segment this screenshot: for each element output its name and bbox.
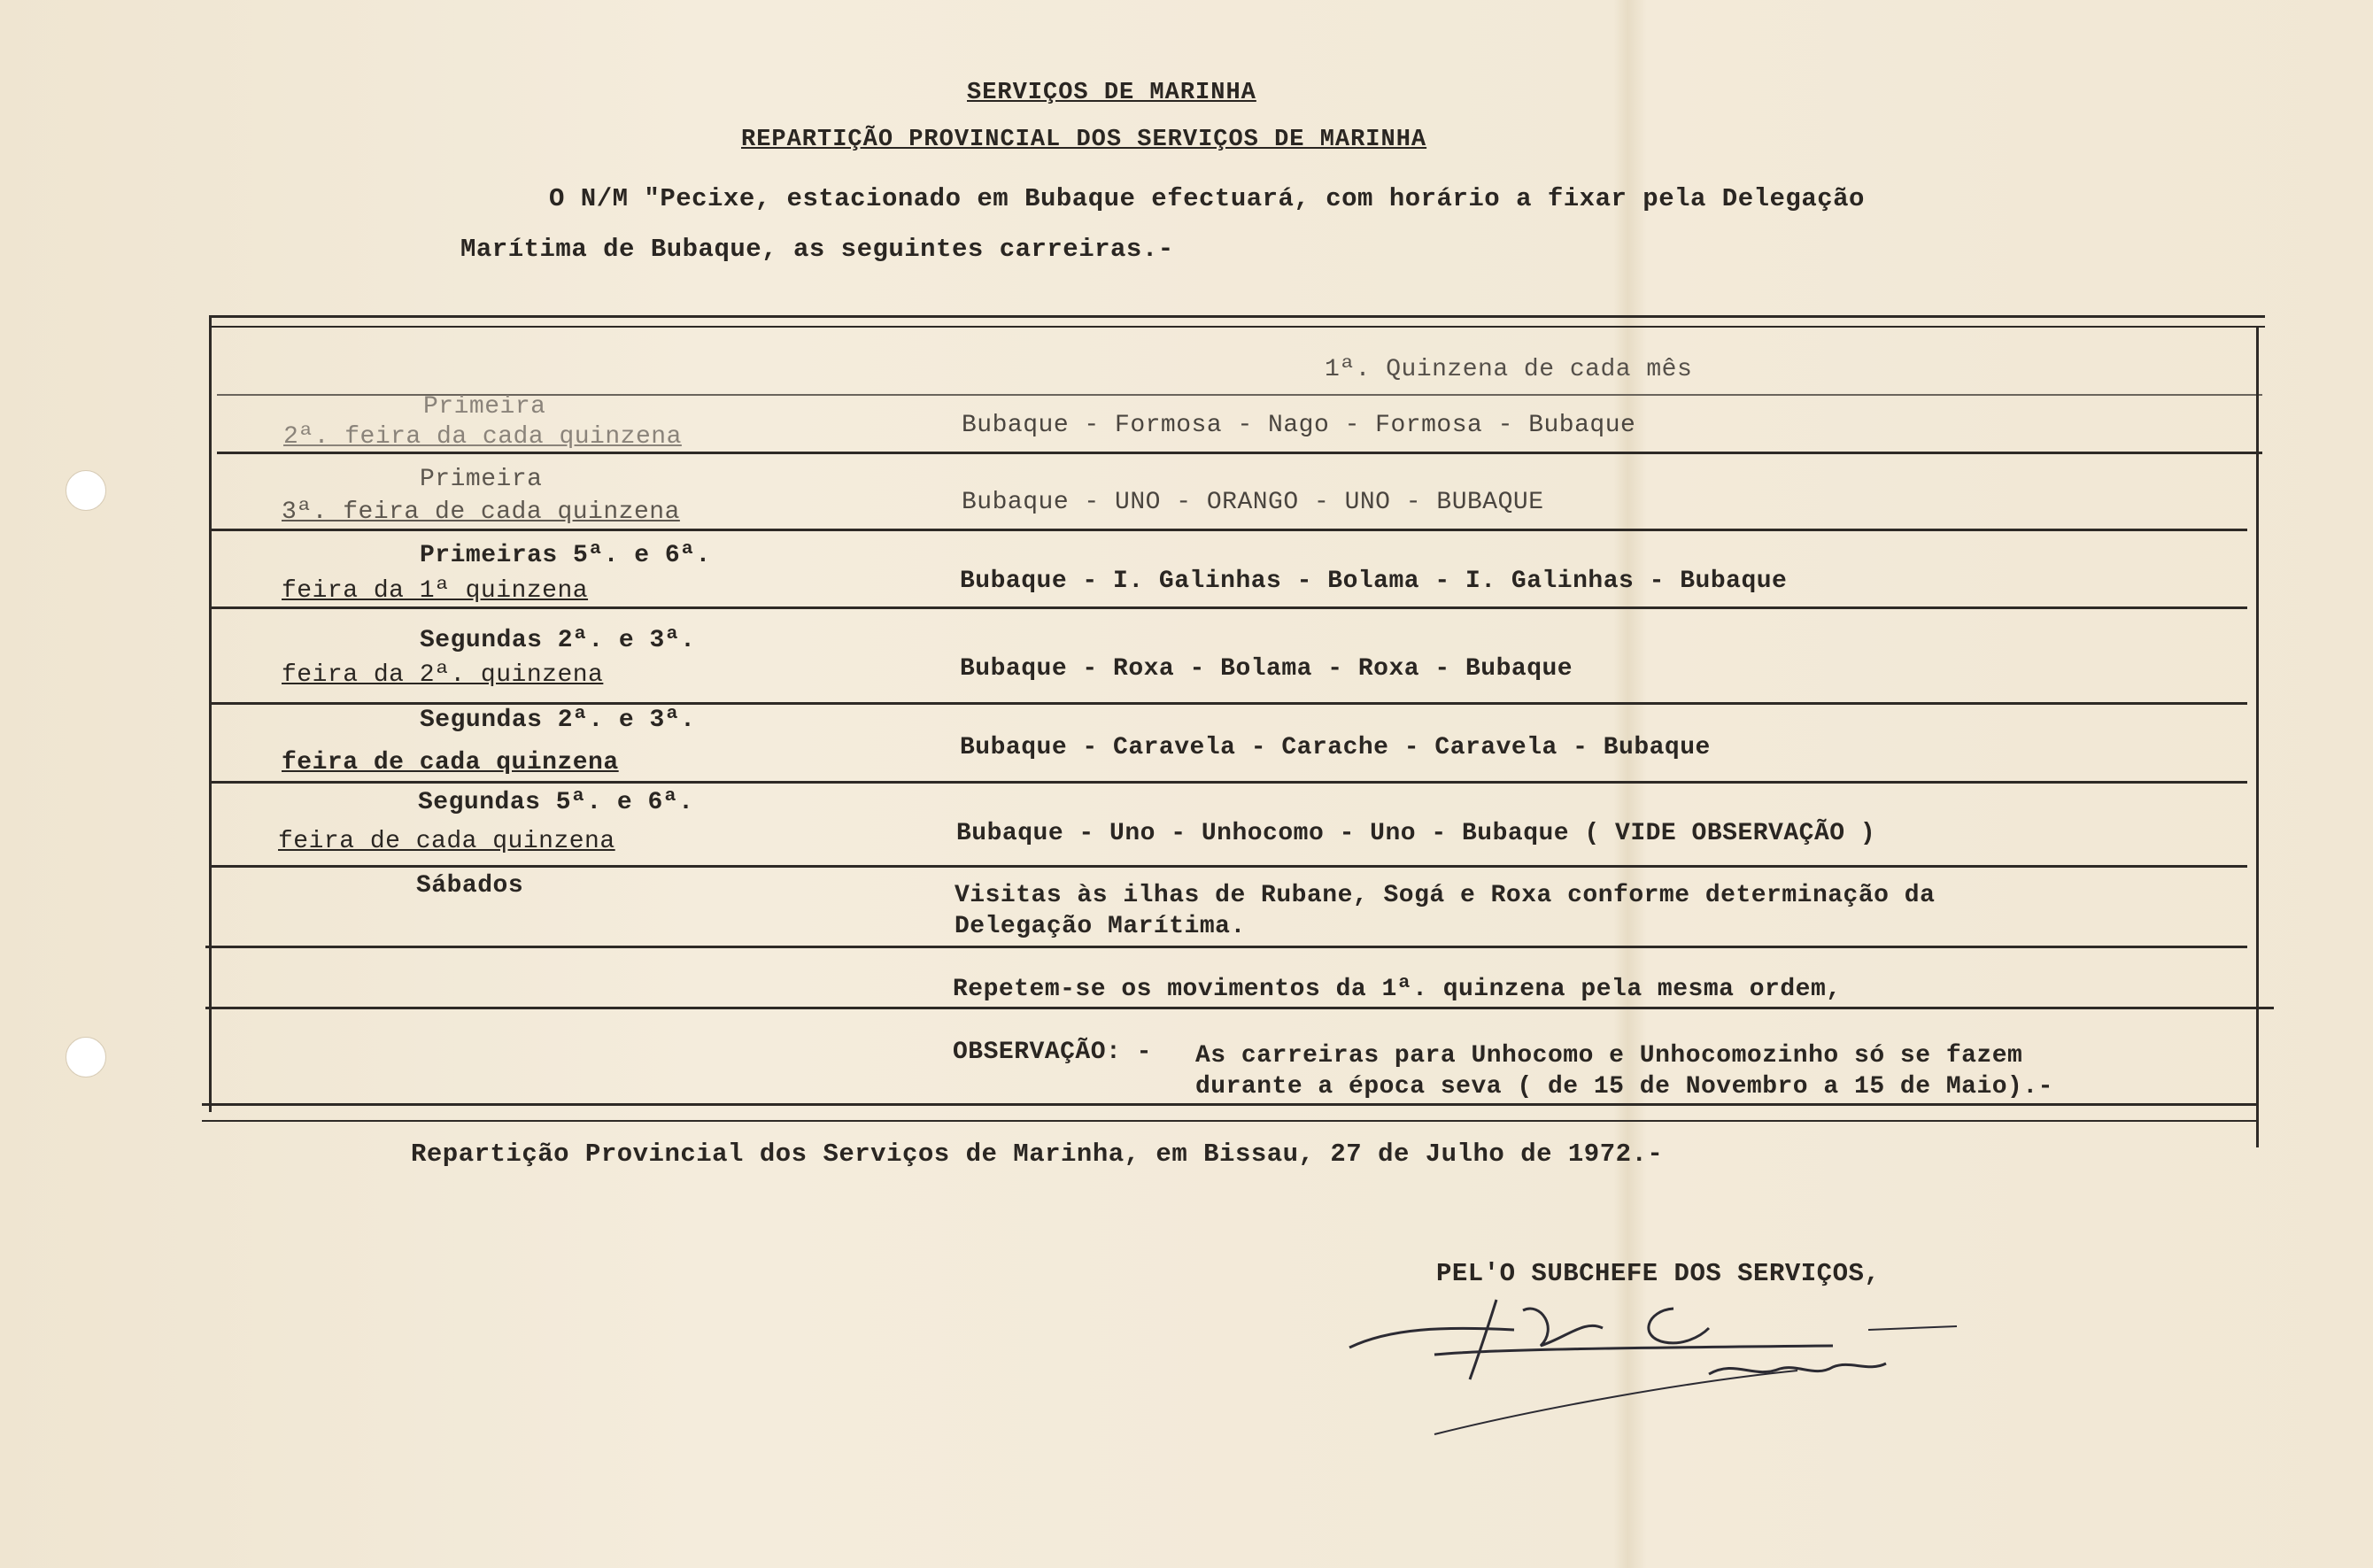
column-header: 1ª. Quinzena de cada mês bbox=[1325, 356, 1693, 383]
table-rule bbox=[211, 326, 2265, 328]
punch-hole-bottom bbox=[66, 1037, 106, 1078]
row-4-day-line-1: Segundas 2ª. e 3ª. bbox=[420, 627, 696, 654]
table-rule bbox=[209, 781, 2247, 784]
row-6-route: Bubaque - Uno - Unhocomo - Uno - Bubaque ( VIDE OBSERVAÇÃO ) bbox=[956, 820, 1876, 847]
table-rule bbox=[209, 606, 2247, 609]
table-rule bbox=[205, 1007, 2274, 1009]
intro-line-2: Marítima de Bubaque, as seguintes carreiras.- bbox=[460, 235, 1174, 264]
table-rule bbox=[202, 1120, 2258, 1122]
row-2-route: Bubaque - UNO - ORANGO - UNO - BUBAQUE bbox=[962, 489, 1544, 516]
saturday-route-line-1: Visitas às ilhas de Rubane, Sogá e Roxa conforme determinação da bbox=[955, 882, 1936, 909]
row-5-day-line-1: Segundas 2ª. e 3ª. bbox=[420, 707, 696, 734]
row-4-day-line-2: feira da 2ª. quinzena bbox=[282, 661, 604, 689]
observation-line-2: durante a época seva ( de 15 de Novembro a 15 de Maio).- bbox=[1195, 1073, 2053, 1101]
handwritten-signature bbox=[1337, 1275, 1975, 1452]
table-right-border bbox=[2256, 326, 2259, 1147]
row-1-day-line-2: 2ª. feira da cada quinzena bbox=[283, 423, 682, 451]
row-4-route: Bubaque - Roxa - Bolama - Roxa - Bubaque bbox=[960, 655, 1573, 683]
table-left-border bbox=[209, 315, 212, 1112]
row-1-day-line-1: Primeira bbox=[423, 393, 546, 421]
saturday-route-line-2: Delegação Marítima. bbox=[955, 913, 1246, 940]
header-subtitle: REPARTIÇÃO PROVINCIAL DOS SERVIÇOS DE MARINHA bbox=[741, 127, 1427, 153]
intro-line-1: O N/M "Pecixe, estacionado em Bubaque efectuará, com horário a fixar pela Delegação bbox=[549, 184, 1865, 213]
punch-hole-top bbox=[66, 470, 106, 511]
table-rule bbox=[209, 865, 2247, 868]
table-rule bbox=[209, 702, 2247, 705]
observation-label: OBSERVAÇÃO: - bbox=[953, 1039, 1152, 1066]
row-5-route: Bubaque - Caravela - Carache - Caravela - Bubaque bbox=[960, 734, 1711, 761]
saturday-day: Sábados bbox=[416, 872, 524, 900]
observation-line-1: As carreiras para Unhocomo e Unhocomozinho só se fazem bbox=[1195, 1042, 2023, 1070]
table-rule bbox=[217, 452, 2262, 454]
table-rule bbox=[205, 946, 2247, 948]
row-3-route: Bubaque - I. Galinhas - Bolama - I. Galinhas - Bubaque bbox=[960, 568, 1788, 595]
header-title: SERVIÇOS DE MARINHA bbox=[967, 80, 1256, 106]
row-5-day-line-2: feira de cada quinzena bbox=[282, 749, 619, 776]
issue-place-date: Repartição Provincial dos Serviços de Marinha, em Bissau, 27 de Julho de 1972.- bbox=[411, 1139, 1664, 1169]
row-3-day-line-1: Primeiras 5ª. e 6ª. bbox=[420, 542, 711, 569]
row-6-day-line-1: Segundas 5ª. e 6ª. bbox=[418, 789, 694, 816]
table-rule bbox=[211, 529, 2247, 531]
signature-title: PEL'O SUBCHEFE DOS SERVIÇOS, bbox=[1436, 1259, 1881, 1288]
row-3-day-line-2: feira da 1ª quinzena bbox=[282, 577, 589, 605]
table-rule bbox=[211, 315, 2265, 318]
row-6-day-line-2: feira de cada quinzena bbox=[278, 828, 615, 855]
repeat-note: Repetem-se os movimentos da 1ª. quinzena pela mesma ordem, bbox=[953, 976, 1842, 1003]
table-rule bbox=[202, 1103, 2258, 1106]
row-2-day-line-2: 3ª. feira de cada quinzena bbox=[282, 498, 680, 526]
row-2-day-line-1: Primeira bbox=[420, 466, 543, 493]
row-1-route: Bubaque - Formosa - Nago - Formosa - Bubaque bbox=[962, 412, 1636, 439]
